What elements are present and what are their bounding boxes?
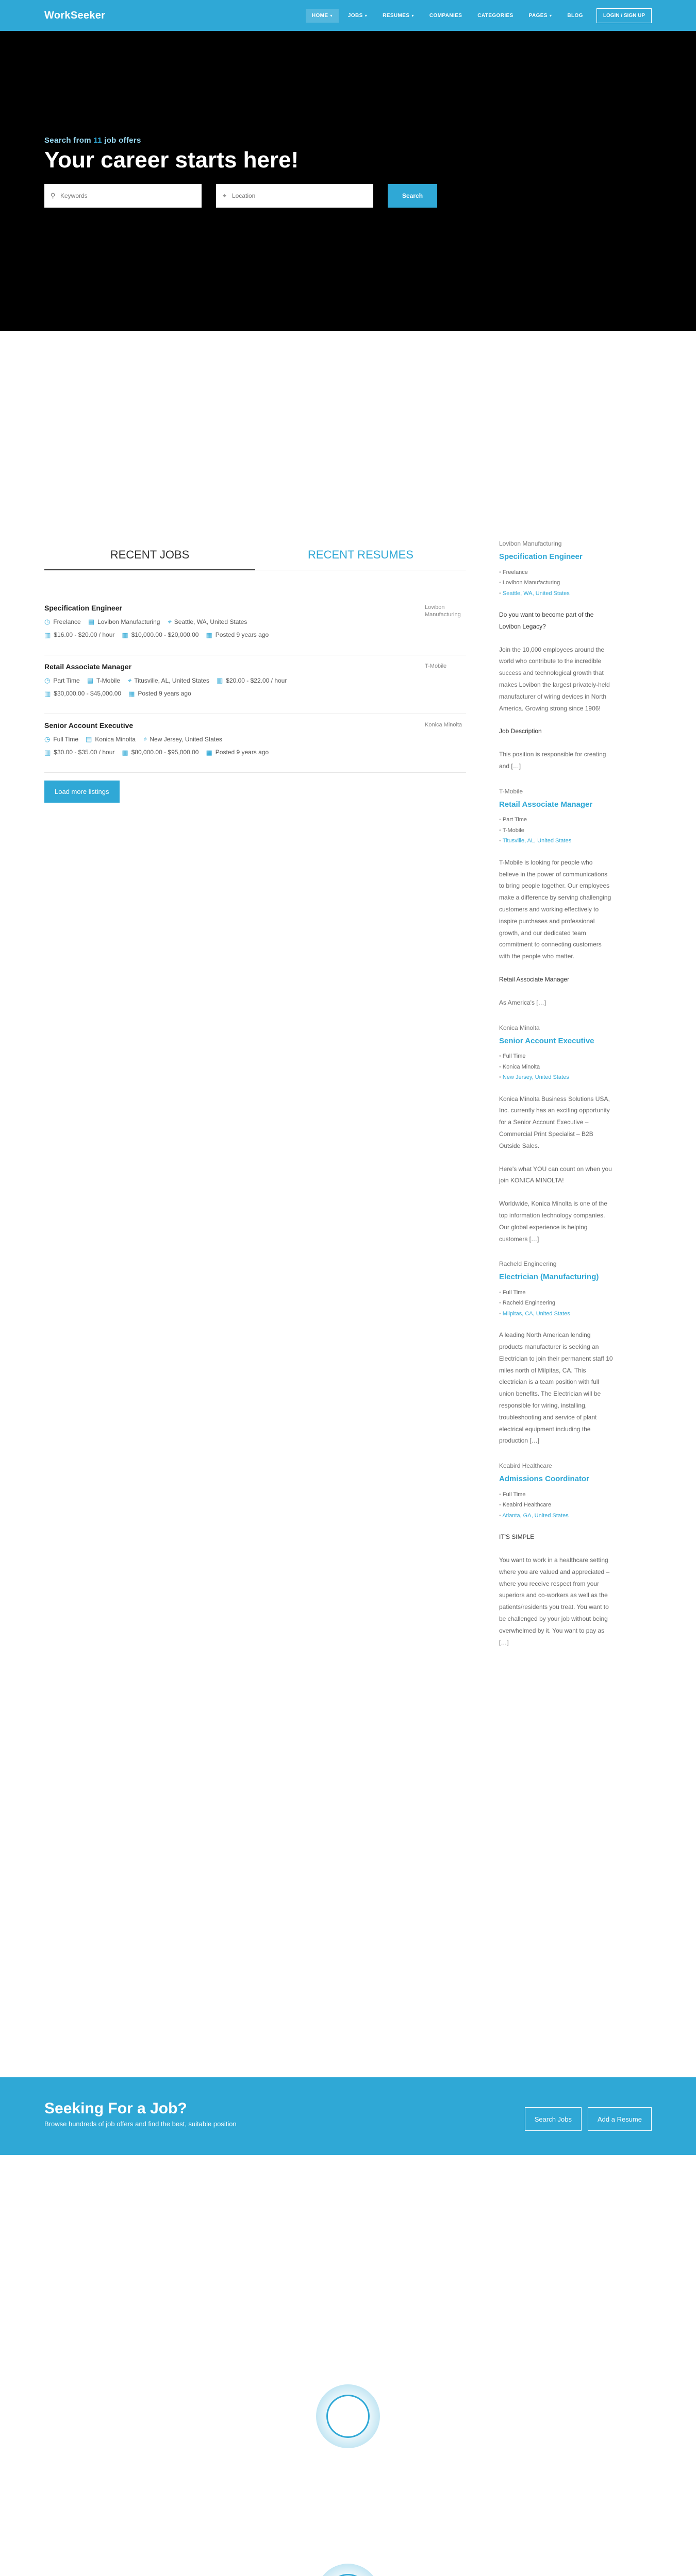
nav-resumes[interactable]: RESUMES ▾: [383, 12, 414, 19]
load-more-listings-button[interactable]: Load more listings: [44, 781, 120, 803]
nav-blog[interactable]: BLOG: [567, 12, 583, 19]
company-logo: T-Mobile: [499, 787, 523, 795]
login-signup-button[interactable]: LOGIN / SIGN UP: [596, 8, 652, 23]
location-pin-icon: ⌖: [167, 618, 171, 625]
seeking-job-banner: [0, 2077, 696, 2155]
briefcase-icon: ▤: [86, 735, 92, 743]
hero: [0, 31, 696, 331]
featured-job: [499, 539, 614, 772]
main-nav: [306, 8, 652, 23]
featured-job: [499, 1259, 614, 1447]
featured-job-description: T-Mobile is looking for people who believe in the power of communications to bring people together. Our employees make a difference by serving challenging customers and working effectively to inspire purchases and professional growth, and our dedicated team commitment to connecting customers with the people who matter. Retail Associate Manager As America's […]: [499, 858, 611, 1006]
featured-job: [499, 1023, 614, 1245]
company-logo: Lovibon Manufacturing: [425, 604, 461, 618]
company-logo: T-Mobile: [425, 663, 447, 669]
job-list: [44, 597, 466, 773]
clock-icon: ◷: [44, 618, 51, 625]
featured-job-meta: • Freelance • Lovibon Manufacturing • Seattle, WA, United States: [499, 568, 614, 598]
keywords-input[interactable]: [60, 192, 196, 199]
job-count: 11: [93, 136, 102, 145]
tab-recent-resumes[interactable]: RECENT RESUMES: [255, 546, 466, 570]
add-resume-button[interactable]: Add a Resume: [588, 2107, 652, 2131]
search-button[interactable]: Search: [388, 184, 437, 208]
calendar-icon: ▦: [206, 748, 212, 756]
money-icon: ▥: [44, 689, 51, 698]
service-circle-icon: [316, 2564, 380, 2576]
featured-job-title[interactable]: Senior Account Executive: [499, 1036, 594, 1045]
jobs-section: [0, 331, 696, 2077]
cta-subtitle: Browse hundreds of job offers and find the best, suitable position: [44, 2120, 237, 2128]
job-title[interactable]: Specification Engineer: [44, 604, 122, 612]
chevron-down-icon: ▾: [411, 13, 414, 18]
location-field: [216, 184, 373, 208]
services-section: [0, 2155, 696, 2576]
nav-home[interactable]: HOME ▾: [306, 9, 339, 23]
keywords-field: [44, 184, 202, 208]
money-icon: ▥: [122, 631, 128, 639]
money-icon: ▥: [122, 748, 128, 756]
hero-subtitle: Search from 11 job offers: [44, 136, 141, 145]
chevron-down-icon: ▾: [549, 13, 552, 18]
nav-categories[interactable]: CATEGORIES: [477, 12, 513, 19]
featured-job-meta: • Part Time • T-Mobile • Titusville, AL, United States: [499, 816, 614, 845]
featured-job-meta: • Full Time • Konica Minolta • New Jersey, United States: [499, 1052, 614, 1082]
job-meta: ▥ $30.00 - $35.00 / hour ▥ $80,000.00 - $95,000.00 ▦ Posted 9 years ago: [44, 748, 466, 758]
search-jobs-button[interactable]: Search Jobs: [525, 2107, 582, 2131]
clock-icon: ◷: [44, 735, 51, 743]
location-pin-icon: ⌖: [127, 676, 131, 684]
briefcase-icon: ▤: [88, 618, 95, 625]
search-icon: ⚲: [50, 192, 56, 200]
featured-job-description: Konica Minolta Business Solutions USA, Inc. currently has an exciting opportunity for a Senior Account Executive – Commercial Print Specialist – B2B Outside Sales. Here's what YOU can count on when you join KONICA MINOLTA! Worldwide, Konica Minolta is one of the top information technology companies. Our global experience is helping customers […]: [499, 1095, 612, 1243]
briefcase-icon: ▤: [87, 676, 93, 684]
money-icon: ▥: [44, 748, 51, 756]
calendar-icon: ▦: [128, 689, 135, 698]
jobs-tabs: [44, 546, 466, 570]
job-meta: ◷ Full Time ▤ Konica Minolta ⌖ New Jersey, United States: [44, 734, 466, 744]
featured-job-description: A leading North American lending products manufacturer is seeking an Electrician to join their permanent staff 10 miles north of Milpitas, CA. This electrician is a team position with full union benefits. The Electrician will be responsible for wiring, installing, troubleshooting and service of plant electrical equipment including the production […]: [499, 1331, 613, 1445]
company-logo: Racheld Engineering: [499, 1260, 557, 1268]
job-meta: ◷ Freelance ▤ Lovibon Manufacturing ⌖ Seattle, WA, United States: [44, 617, 466, 627]
money-icon: ▥: [216, 676, 223, 684]
clock-icon: ◷: [44, 676, 51, 684]
cta-title: Seeking For a Job?: [44, 2100, 187, 2117]
job-search-form: [44, 184, 652, 208]
job-meta: ▥ $30,000.00 - $45,000.00 ▦ Posted 9 years ago: [44, 689, 466, 699]
location-pin-icon: ⌖: [143, 735, 147, 743]
service-circle-icon: [316, 2384, 380, 2448]
featured-job: [499, 1461, 614, 1648]
job-meta: ◷ Part Time ▤ T-Mobile ⌖ Titusville, AL, United States ▥ $20.00 - $22.00 / hour: [44, 675, 466, 686]
calendar-icon: ▦: [206, 631, 212, 639]
location-input[interactable]: [232, 192, 368, 199]
company-logo: Keabird Healthcare: [499, 1462, 552, 1470]
featured-jobs-sidebar: [499, 539, 614, 1663]
nav-pages[interactable]: PAGES ▾: [528, 12, 552, 19]
location-pin-icon: ⌖: [222, 192, 227, 200]
job-listing[interactable]: [44, 655, 466, 714]
featured-job-meta: • Full Time • Keabird Healthcare • Atlanta, GA, United States: [499, 1490, 614, 1520]
tab-recent-jobs[interactable]: RECENT JOBS: [44, 546, 255, 570]
company-logo: Lovibon Manufacturing: [499, 540, 562, 547]
featured-job-meta: • Full Time • Racheld Engineering • Milpitas, CA, United States: [499, 1289, 614, 1318]
featured-job-description: Do you want to become part of the Lovibon Legacy? Join the 10,000 employees around the world who contribute to the incredible success and technological growth that makes Lovibon the largest privately-held manufacturer of wiring devices in North America. Growing strong since 1906! Job Description This position is responsible for creating and […]: [499, 611, 610, 770]
featured-job-title[interactable]: Electrician (Manufacturing): [499, 1273, 599, 1282]
featured-job: [499, 787, 614, 1009]
featured-job-description: IT'S SIMPLE You want to work in a healthcare setting where you are valued and appreciated – where you receive respect from your superiors and co-workers as well as the patients/residents you treat. You want to be challenged by your job without being overwhelmed by it. You want to pay as […]: [499, 1533, 610, 1646]
nav-companies[interactable]: COMPANIES: [429, 12, 462, 19]
job-listing[interactable]: [44, 597, 466, 655]
job-meta: ▥ $16.00 - $20.00 / hour ▥ $10,000.00 - $20,000.00 ▦ Posted 9 years ago: [44, 630, 466, 640]
featured-job-title[interactable]: Retail Associate Manager: [499, 800, 593, 809]
featured-job-title[interactable]: Admissions Coordinator: [499, 1475, 590, 1484]
job-listing[interactable]: [44, 714, 466, 773]
money-icon: ▥: [44, 631, 51, 639]
chevron-down-icon: ▾: [330, 13, 333, 18]
company-logo: Konica Minolta: [499, 1024, 540, 1031]
company-logo: Konica Minolta: [425, 722, 462, 728]
job-title[interactable]: Senior Account Executive: [44, 721, 134, 730]
hero-title: Your career starts here!: [44, 147, 299, 173]
site-logo[interactable]: WorkSeeker: [44, 10, 106, 21]
job-title[interactable]: Retail Associate Manager: [44, 663, 132, 671]
site-header: [0, 0, 696, 31]
featured-job-title[interactable]: Specification Engineer: [499, 552, 583, 561]
nav-jobs[interactable]: JOBS ▾: [347, 12, 368, 19]
chevron-down-icon: ▾: [364, 13, 368, 18]
